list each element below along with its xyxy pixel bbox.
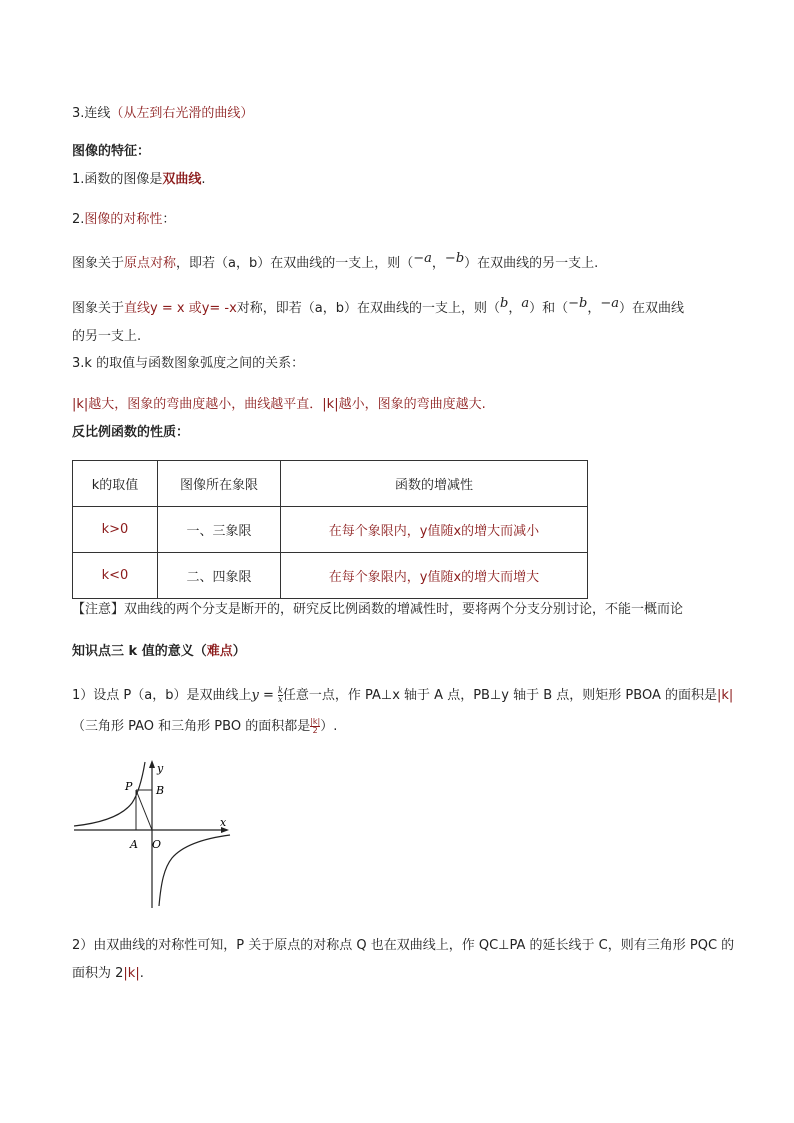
connect-paren: （从左到右光滑的曲线）: [110, 106, 254, 121]
item1-frac-den: x: [278, 695, 283, 704]
sym2-v4: −a: [600, 296, 620, 311]
segment-po: [136, 790, 152, 830]
table-row: [73, 507, 588, 553]
sym2-comma1: ，: [508, 301, 522, 316]
feature-2-colon: ：: [162, 212, 176, 227]
table-row: [73, 553, 588, 599]
note-bracket: 【注意】: [72, 602, 125, 617]
feature-2-word: 图像的对称性: [84, 212, 163, 227]
feature-1-suffix: .: [201, 172, 206, 187]
label-x: x: [220, 816, 227, 829]
note-text: 双曲线的两个分支是断开的，研究反比例函数的增减性时，要将两个分支分别讨论，不能一概而论: [124, 602, 684, 617]
row2-k: k<0: [73, 553, 158, 599]
sym2-t1: 图象关于: [72, 301, 125, 316]
sym2-t5: ）在双曲线: [619, 301, 685, 316]
item1-half-num: |k|: [310, 717, 321, 726]
row2-monotonicity: 在每个象限内，y值随x的增大而增大: [281, 553, 588, 599]
item-1: [72, 684, 733, 704]
symmetry-origin: [72, 252, 598, 271]
y-axis-arrow-icon: [149, 760, 155, 768]
sym2-comma2: ，: [587, 301, 601, 316]
hyperbola-branch-lower-right: [159, 835, 230, 906]
sym2-t3: 对称，即若（a，b）在双曲线的一支上，则（: [236, 301, 501, 316]
connect-num: 3.: [72, 106, 85, 121]
row2-quadrant: 二、四象限: [158, 553, 281, 599]
sym1-v2: −b: [444, 251, 465, 266]
symmetry-line: [72, 297, 684, 316]
header-k: [73, 461, 158, 507]
curvature-text: |k|越大，图象的弯曲度越小，曲线越平直．|k|越小，图象的弯曲度越大.: [72, 397, 486, 412]
label-o: O: [152, 838, 162, 851]
item1-line2a: （三角形 PAO 和三角形 PBO 的面积都是: [72, 719, 311, 734]
feature-1-hyperbola: 双曲线: [162, 172, 202, 187]
properties-title: 反比例函数的性质：: [72, 425, 190, 440]
item-2-cont: [72, 962, 144, 981]
item1-half-den: 2: [312, 726, 318, 735]
table-header-row: [73, 461, 588, 507]
knowledge-point-3: [72, 640, 246, 659]
kp3-title: 知识点三 k 值的意义: [72, 644, 194, 659]
kp3-paren-close: ）: [232, 644, 246, 659]
row1-monotonicity: 在每个象限内，y值随x的增大而减小: [281, 507, 588, 553]
label-a: A: [130, 838, 138, 851]
item1-half-fraction: [310, 718, 320, 735]
feature-2-num: 2.: [72, 212, 85, 227]
sym2-t4: ）和（: [529, 301, 569, 316]
item1-t1: 1）设点 P（a，b）是双曲线上: [72, 688, 252, 703]
sym1-v1: −a: [413, 251, 432, 266]
item-2: 2）由双曲线的对称性可知，P 关于原点的对称点 Q 也在双曲线上，作 QC⊥PA 的延长线于 C，则有三角形 PQC 的: [72, 938, 735, 953]
properties-table: [72, 460, 588, 599]
sym1-t4: ）在双曲线的另一支上.: [464, 256, 599, 271]
item1-eq: =: [258, 688, 278, 703]
label-y: y: [157, 762, 164, 775]
image-features-title: 图像的特征：: [72, 144, 151, 159]
item1-absk: |k|: [716, 688, 734, 703]
hyperbola-branch-upper-left: [74, 762, 145, 826]
item2-t2: 面积为 2: [72, 966, 124, 981]
k-relation-title: 3.k 的取值与函数图象弧度之间的关系：: [72, 356, 305, 371]
item1-line2b: ）.: [320, 719, 338, 734]
hyperbola-graph: [72, 758, 234, 910]
sym2-line: 直线y = x 或y= -x: [124, 301, 237, 316]
connect-line: [72, 102, 253, 121]
header-k-text: k的取值: [91, 478, 139, 493]
note: [72, 598, 683, 617]
item1-t2: 任意一点，作 PA⊥x 轴于 A 点，PB⊥y 轴于 B 点，则矩形 PBOA 的面积是: [282, 688, 717, 703]
item1-frac-num: k: [278, 686, 283, 695]
feature-2-title: [72, 208, 175, 227]
item2-absk: |k|: [123, 966, 140, 981]
item-1-cont: [72, 715, 337, 735]
sym1-t1: 图象关于: [72, 256, 125, 271]
label-b: B: [156, 784, 165, 797]
sym2-v3: −b: [568, 296, 588, 311]
kp3-paren-open: （: [193, 644, 207, 659]
item2-t3: .: [139, 966, 144, 981]
item1-y: y: [251, 688, 259, 703]
sym1-t3: ，即若（a，b）在双曲线的一支上，则（: [176, 256, 414, 271]
sym1-comma: ，: [431, 256, 445, 271]
header-monotonicity: 函数的增减性: [281, 461, 588, 507]
feature-1-prefix: 1.函数的图像是: [72, 172, 163, 187]
feature-1: [72, 168, 206, 187]
sym2-v2: a: [521, 296, 530, 311]
sym2-v1: b: [500, 296, 509, 311]
row1-k: k>0: [73, 507, 158, 553]
connect-word: 连线: [84, 106, 111, 121]
kp3-difficulty: 难点: [206, 644, 233, 659]
label-p: P: [125, 780, 133, 793]
symmetry-line-cont: 的另一支上.: [72, 329, 142, 344]
row1-quadrant: 一、三象限: [158, 507, 281, 553]
header-quadrant: 图像所在象限: [158, 461, 281, 507]
sym1-origin: 原点对称: [124, 256, 177, 271]
